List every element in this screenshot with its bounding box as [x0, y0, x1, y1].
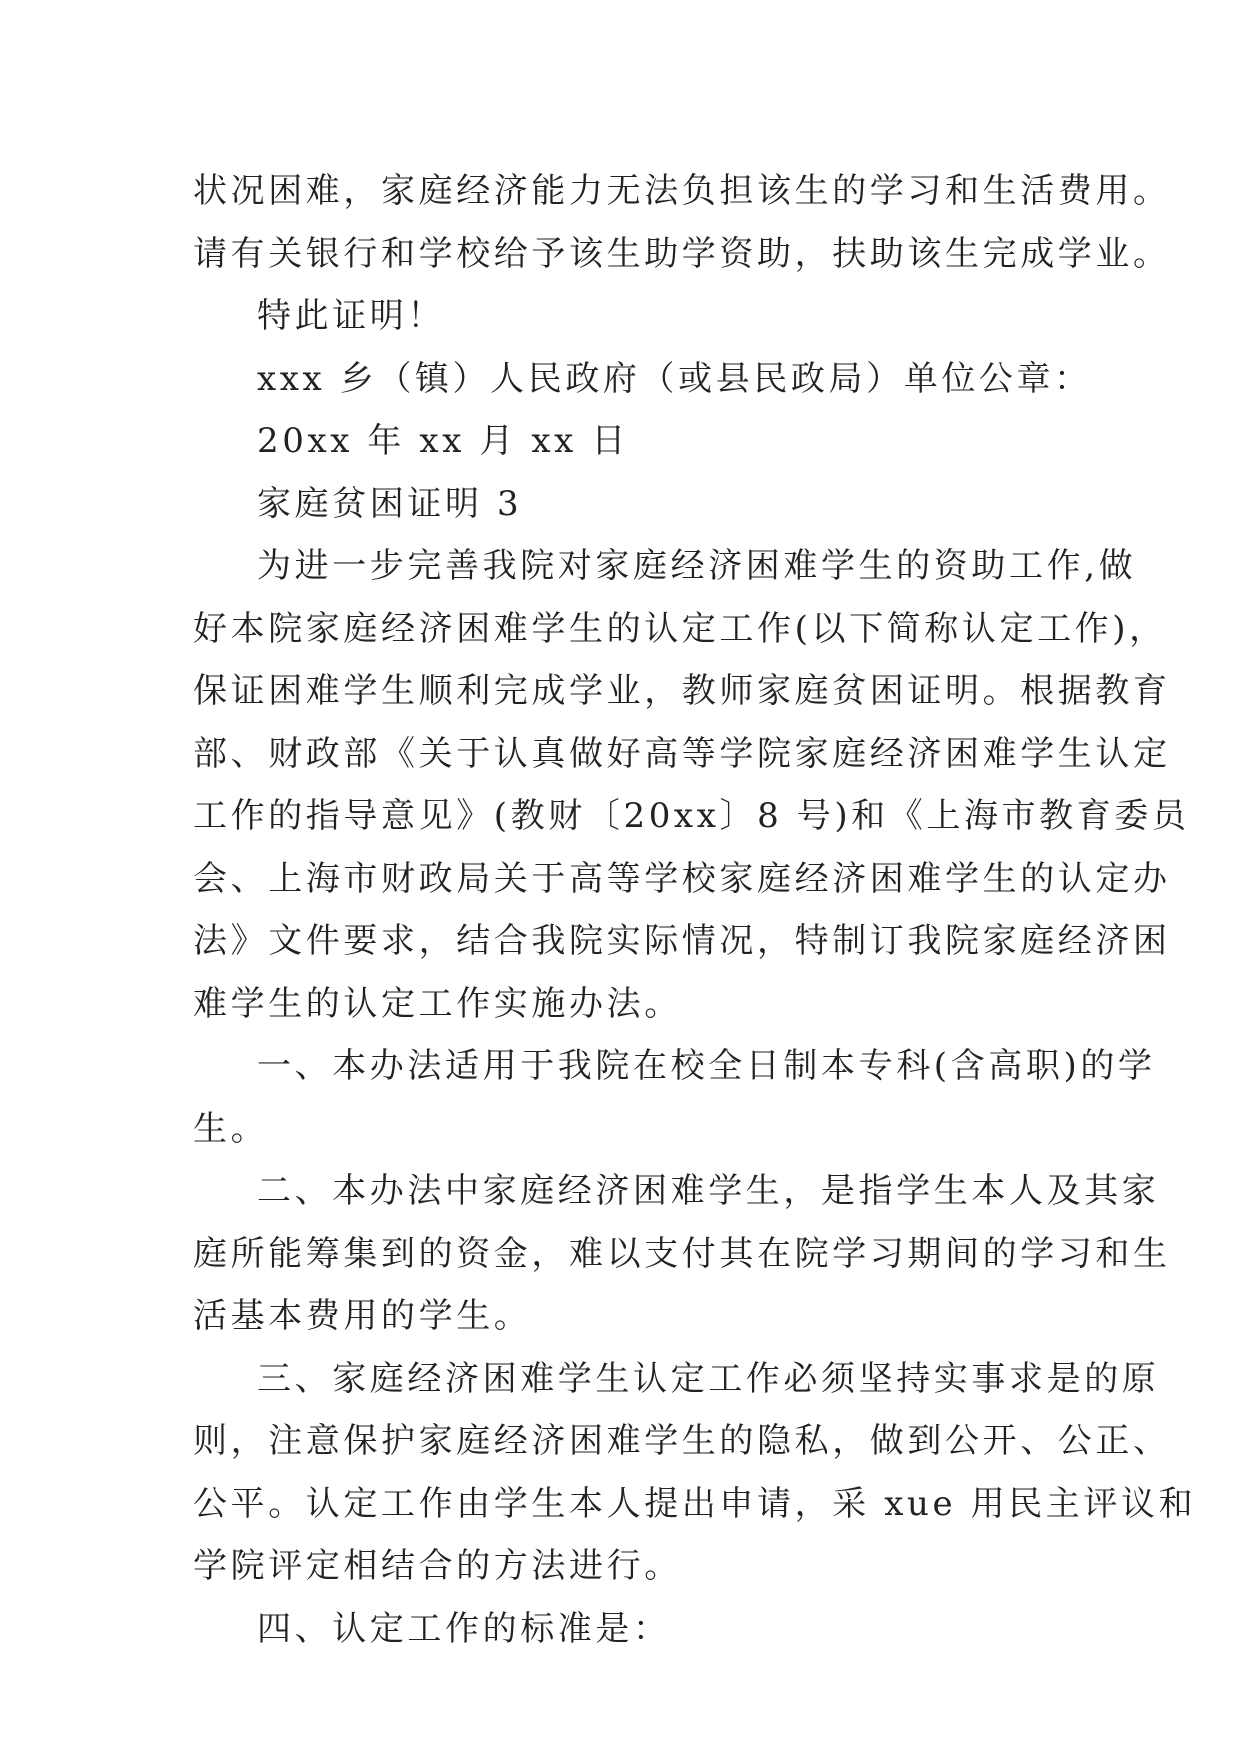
text-line: 三、家庭经济困难学生认定工作必须坚持实事求是的原: [257, 1358, 1160, 1399]
text-line: 部、财政部《关于认真做好高等学院家庭经济困难学生认定: [193, 733, 1171, 774]
text-line: 难学生的认定工作实施办法。: [193, 983, 682, 1024]
text-line: xxx 乡（镇）人民政府（或县民政局）单位公章：: [257, 358, 1092, 399]
text-line: 特此证明！: [257, 296, 445, 336]
text-line: 请有关银行和学校给予该生助学资助，扶助该生完成学业。: [193, 233, 1171, 274]
text-line: 学院评定相结合的方法进行。: [193, 1546, 682, 1586]
text-line: 一、本办法适用于我院在校全日制本专科(含高职)的学: [257, 1046, 1156, 1086]
text-line: 则，注意保护家庭经济困难学生的隐私，做到公开、公正、: [193, 1421, 1171, 1461]
text-line: 四、认定工作的标准是：: [257, 1608, 671, 1649]
text-line: 公平。认定工作由学生本人提出申请，采 xue 用民主评议和: [193, 1483, 1197, 1524]
section-heading: 家庭贫困证明 3: [257, 483, 523, 524]
text-line: 状况困难，家庭经济能力无法负担该生的学习和生活费用。: [193, 171, 1171, 211]
text-line: 为进一步完善我院对家庭经济困难学生的资助工作,做: [257, 546, 1137, 586]
text-line: 庭所能筹集到的资金，难以支付其在院学习期间的学习和生: [193, 1233, 1171, 1274]
text-line: 活基本费用的学生。: [193, 1296, 532, 1336]
text-line: 20xx 年 xx 月 xx 日: [257, 421, 629, 461]
text-line: 二、本办法中家庭经济困难学生，是指学生本人及其家: [257, 1171, 1160, 1211]
text-line: 保证困难学生顺利完成学业，教师家庭贫困证明。根据教育: [193, 671, 1171, 711]
text-line: 会、上海市财政局关于高等学校家庭经济困难学生的认定办: [193, 858, 1171, 899]
text-line: 好本院家庭经济困难学生的认定工作(以下简称认定工作)，: [193, 608, 1167, 649]
text-line: 生。: [193, 1108, 269, 1149]
document-page: [193, 160, 1197, 1660]
text-line: 法》文件要求，结合我院实际情况，特制订我院家庭经济困: [193, 921, 1171, 961]
text-line: 工作的指导意见》(教财〔20xx〕8 号)和《上海市教育委员: [193, 796, 1190, 836]
